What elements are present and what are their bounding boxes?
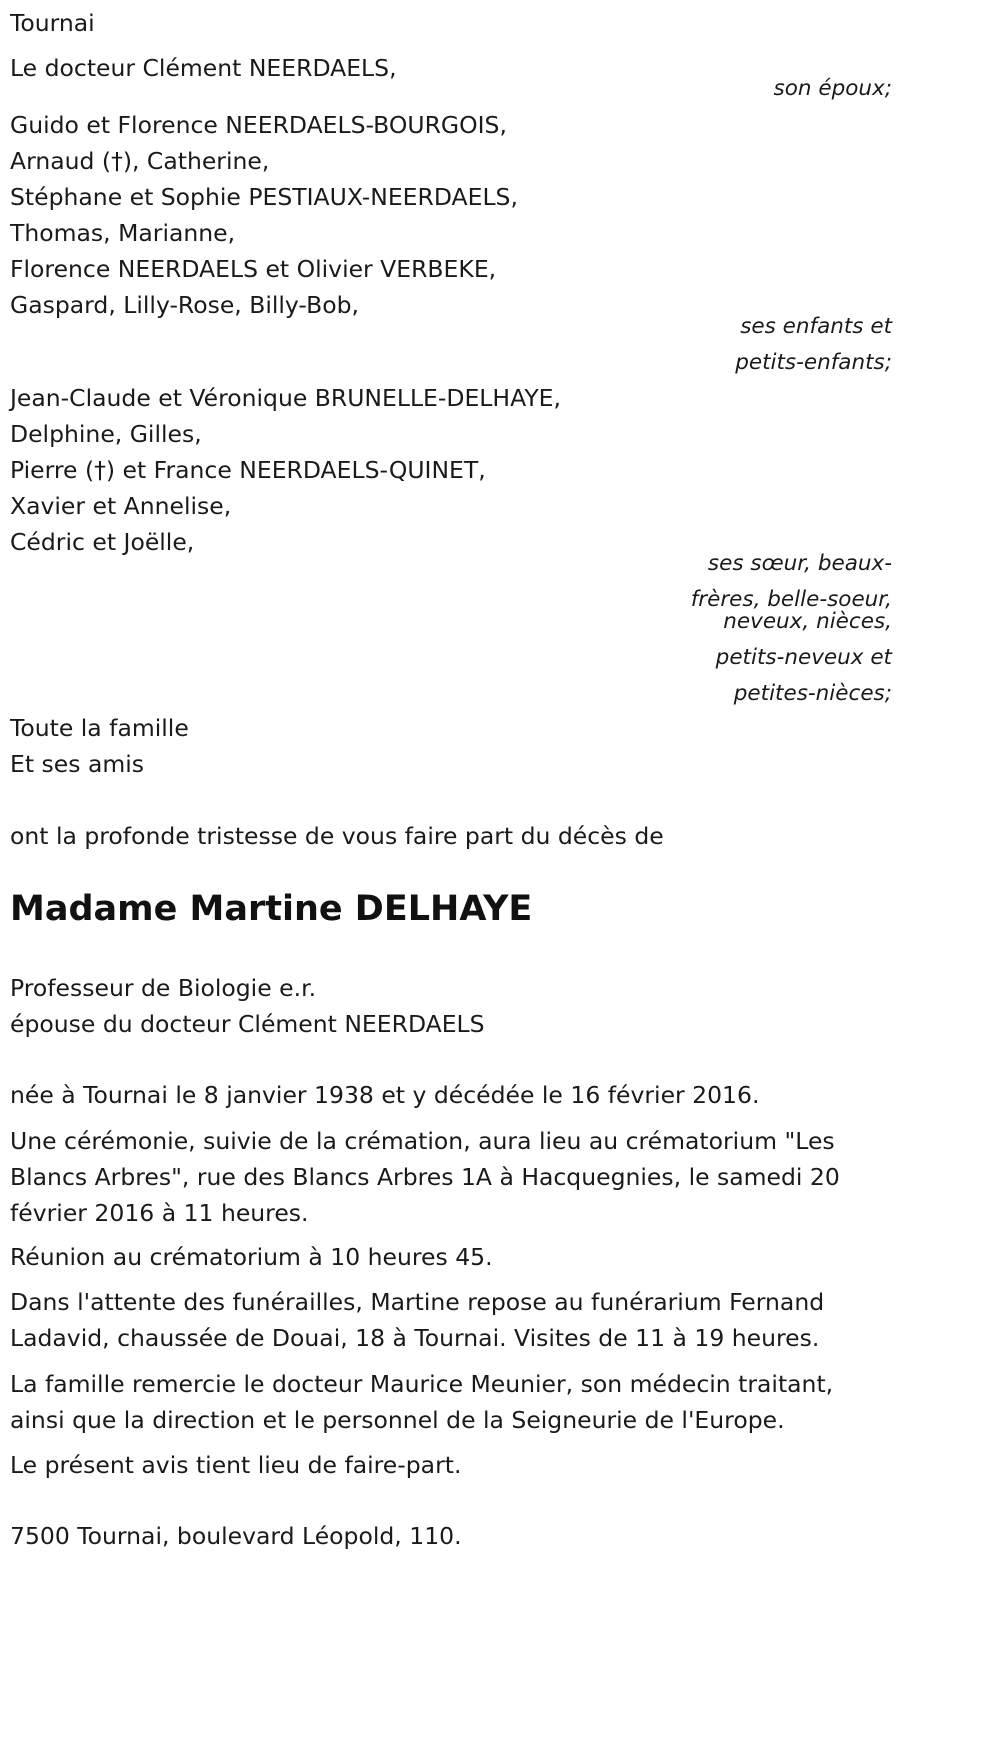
relation-siblings: neveux, nièces, <box>723 609 892 634</box>
family-line: Guido et Florence NEERDAELS-BOURGOIS, <box>10 111 507 139</box>
detail-line: ainsi que la direction et le personnel de la Seigneurie de l'Europe. <box>10 1406 785 1434</box>
family-line: Et ses amis <box>10 750 145 778</box>
deceased-title: épouse du docteur Clément NEERDAELS <box>10 1010 485 1038</box>
detail-line: née à Tournai le 8 janvier 1938 et y décédée le 16 février 2016. <box>10 1081 760 1109</box>
announcement: ont la profonde tristesse de vous faire part du décès de <box>10 822 664 850</box>
detail-line: février 2016 à 11 heures. <box>10 1199 309 1227</box>
family-line: Toute la famille <box>10 714 189 742</box>
relation-children: petits-enfants; <box>735 350 892 375</box>
family-line: Le docteur Clément NEERDAELS, <box>10 54 397 82</box>
family-line: Stéphane et Sophie PESTIAUX-NEERDAELS, <box>10 183 518 211</box>
relation-siblings: frères, belle-soeur, <box>690 587 892 612</box>
family-line: Thomas, Marianne, <box>10 219 236 247</box>
family-line: Gaspard, Lilly-Rose, Billy-Bob, <box>10 291 359 319</box>
family-line: Arnaud (†), Catherine, <box>10 147 270 175</box>
deceased-name: Madame Martine DELHAYE <box>10 889 533 929</box>
family-line: Xavier et Annelise, <box>10 492 232 520</box>
relation-spouse: son époux; <box>773 76 892 101</box>
deceased-title: Professeur de Biologie e.r. <box>10 974 317 1002</box>
family-line: Pierre (†) et France NEERDAELS-QUINET, <box>10 456 486 484</box>
detail-line: Dans l'attente des funérailles, Martine repose au funérarium Fernand <box>10 1288 825 1316</box>
relation-siblings: petites-nièces; <box>733 681 892 706</box>
relation-siblings: petits-neveux et <box>715 645 892 670</box>
family-line: Delphine, Gilles, <box>10 420 202 448</box>
family-line: Cédric et Joëlle, <box>10 528 195 556</box>
detail-line: Le présent avis tient lieu de faire-part. <box>10 1451 462 1479</box>
address: 7500 Tournai, boulevard Léopold, 110. <box>10 1522 462 1550</box>
header-city: Tournai <box>10 9 95 37</box>
detail-line: Ladavid, chaussée de Douai, 18 à Tournai. Visites de 11 à 19 heures. <box>10 1324 820 1352</box>
detail-line: Blancs Arbres", rue des Blancs Arbres 1A à Hacquegnies, le samedi 20 <box>10 1163 840 1191</box>
relation-children: ses enfants et <box>740 314 892 339</box>
relation-siblings: ses sœur, beaux- <box>707 551 892 576</box>
detail-line: Une cérémonie, suivie de la crémation, aura lieu au crématorium "Les <box>10 1127 835 1155</box>
detail-line: Réunion au crématorium à 10 heures 45. <box>10 1243 493 1271</box>
family-line: Jean-Claude et Véronique BRUNELLE-DELHAYE, <box>10 384 561 412</box>
detail-line: La famille remercie le docteur Maurice Meunier, son médecin traitant, <box>10 1370 834 1398</box>
family-line: Florence NEERDAELS et Olivier VERBEKE, <box>10 255 497 283</box>
